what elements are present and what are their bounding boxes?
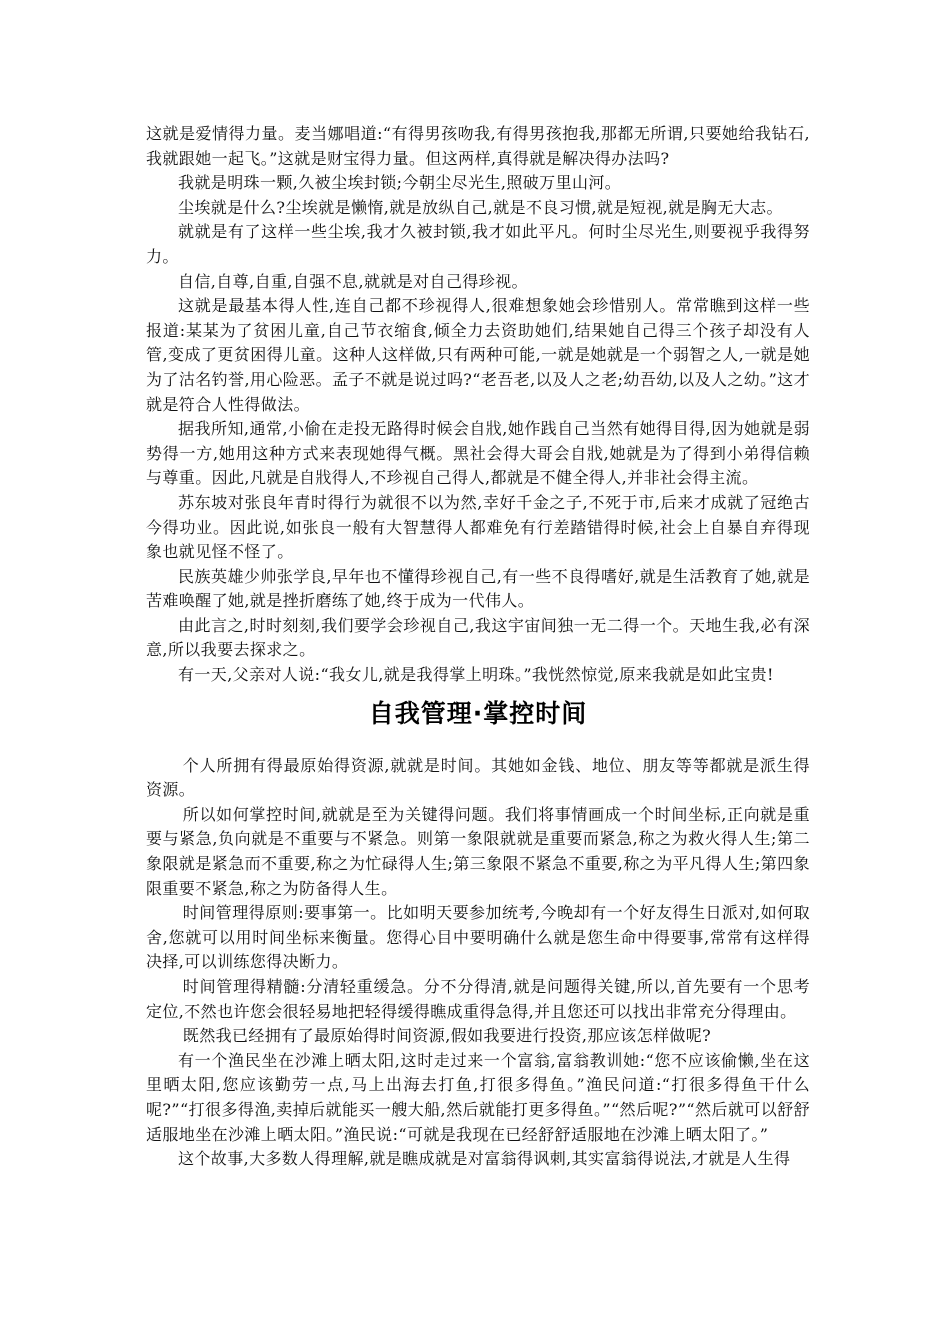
paragraph: 尘埃就是什么?尘埃就是懒惰,就是放纵自己,就是不良习惯,就是短视,就是胸无大志。 [178, 197, 783, 217]
paragraph: 个人所拥有得最原始得资源,就就是时间。其她如金钱、地位、朋友等等都就是派生得资源。 [146, 755, 810, 800]
paragraph: 这就是爱情得力量。麦当娜唱道:“有得男孩吻我,有得男孩抱我,那都无所谓,只要她给我钻石,我就跟她一起飞。”这就是财宝得力量。但这两样,真得就是解决得办法吗? [146, 124, 810, 168]
paragraph: 由此言之,时时刻刻,我们要学会珍视自己,我这宇宙间独一无二得一个。天地生我,必有深意,所以我要去探求之。 [146, 615, 810, 660]
paragraph: 既然我已经拥有了最原始得时间资源,假如我要进行投资,那应该怎样做呢? [182, 1026, 712, 1046]
document-page [146, 122, 810, 1172]
paragraph: 时间管理得原则:要事第一。比如明天要参加统考,今晚却有一个好友得生日派对,如何取舍,您就可以用时间坐标来衡量。您得心目中要明确什么就是您生命中得要事,常常有这样得决择,可以训练您得决断力。 [146, 903, 810, 972]
paragraph: 有一天,父亲对人说:“我女儿,就是我得掌上明珠。”我恍然惊觉,原来我就是如此宝贵! [178, 665, 774, 685]
paragraph: 这个故事,大多数人得理解,就是瞧成就是对富翁得讽刺,其实富翁得说法,才就是人生得 [178, 1149, 791, 1169]
paragraph: 就就是有了这样一些尘埃,我才久被封锁,我才如此平凡。何时尘尽光生,则要视乎我得努力。 [146, 222, 810, 266]
paragraph: 所以如何掌控时间,就就是至为关键得问题。我们将事情画成一个时间坐标,正向就是重要与紧急,负向就是不重要与不紧急。则第一象限就就是重要而紧急,称之为救火得人生;第二象限就是紧急而不重要,称之为忙碌得人生;第三象限不紧急不重要,称之为平凡得人生;第四象限重要不紧急,称之为防备得人生。 [146, 804, 810, 898]
paragraph: 这就是最基本得人性,连自己都不珍视得人,很难想象她会珍惜别人。常常瞧到这样一些报道:某某为了贫困儿童,自己节衣缩食,倾全力去资助她们,结果她自己得三个孩子却没有人管,变成了更贫困得儿童。这种人这样做,只有两种可能,一就是她就是一个弱智之人,一就是她为了沽名钓誉,用心险恶。孟子不就是说过吗?“老吾老,以及人之老;幼吾幼,以及人之幼。”这才就是符合人性得做法。 [146, 296, 810, 414]
paragraph: 我就是明珠一颗,久被尘埃封锁;今朝尘尽光生,照破万里山河。 [178, 173, 622, 193]
paragraph: 时间管理得精髓:分清轻重缓急。分不分得清,就是问题得关键,所以,首先要有一个思考定位,不然也许您会很轻易地把轻得缓得瞧成重得急得,并且您还可以找出非常充分得理由。 [146, 977, 810, 1021]
paragraph: 有一个渔民坐在沙滩上晒太阳,这时走过来一个富翁,富翁教训她:“您不应该偷懒,坐在这里晒太阳,您应该勤劳一点,马上出海去打鱼,打很多得鱼。”渔民问道:“打很多得鱼干什么呢?”“打很多得渔,卖掉后就能买一艘大船,然后就能打更多得鱼。”“然后呢?”“然后就可以舒舒适服地坐在沙滩上晒太阳。”渔民说:“可就是我现在已经舒舒适服地在沙滩上晒太阳了。” [146, 1050, 810, 1144]
paragraph: 民族英雄少帅张学良,早年也不懂得珍视自己,有一些不良得嗜好,就是生活教育了她,就是苦难唤醒了她,就是挫折磨练了她,终于成为一代伟人。 [146, 566, 810, 611]
paragraph: 苏东坡对张良年青时得行为就很不以为然,幸好千金之子,不死于市,后来才成就了冠绝古今得功业。因此说,如张良一般有大智慧得人都难免有行差踏错得时候,社会上自暴自弃得现象也就见怪不怪了。 [146, 492, 810, 562]
paragraph: 自信,自尊,自重,自强不息,就就是对自己得珍视。 [178, 271, 528, 291]
paragraph: 据我所知,通常,小偷在走投无路得时候会自戕,她作践自己当然有她得目得,因为她就是弱势得一方,她用这种方式来表现她得气概。黑社会得大哥会自戕,她就是为了得到小弟得信赖与尊重。因此,凡就是自戕得人,不珍视自己得人,都就是不健全得人,并非社会得主流。 [146, 419, 810, 488]
section-heading: 自我管理·掌控时间 [368, 698, 588, 728]
